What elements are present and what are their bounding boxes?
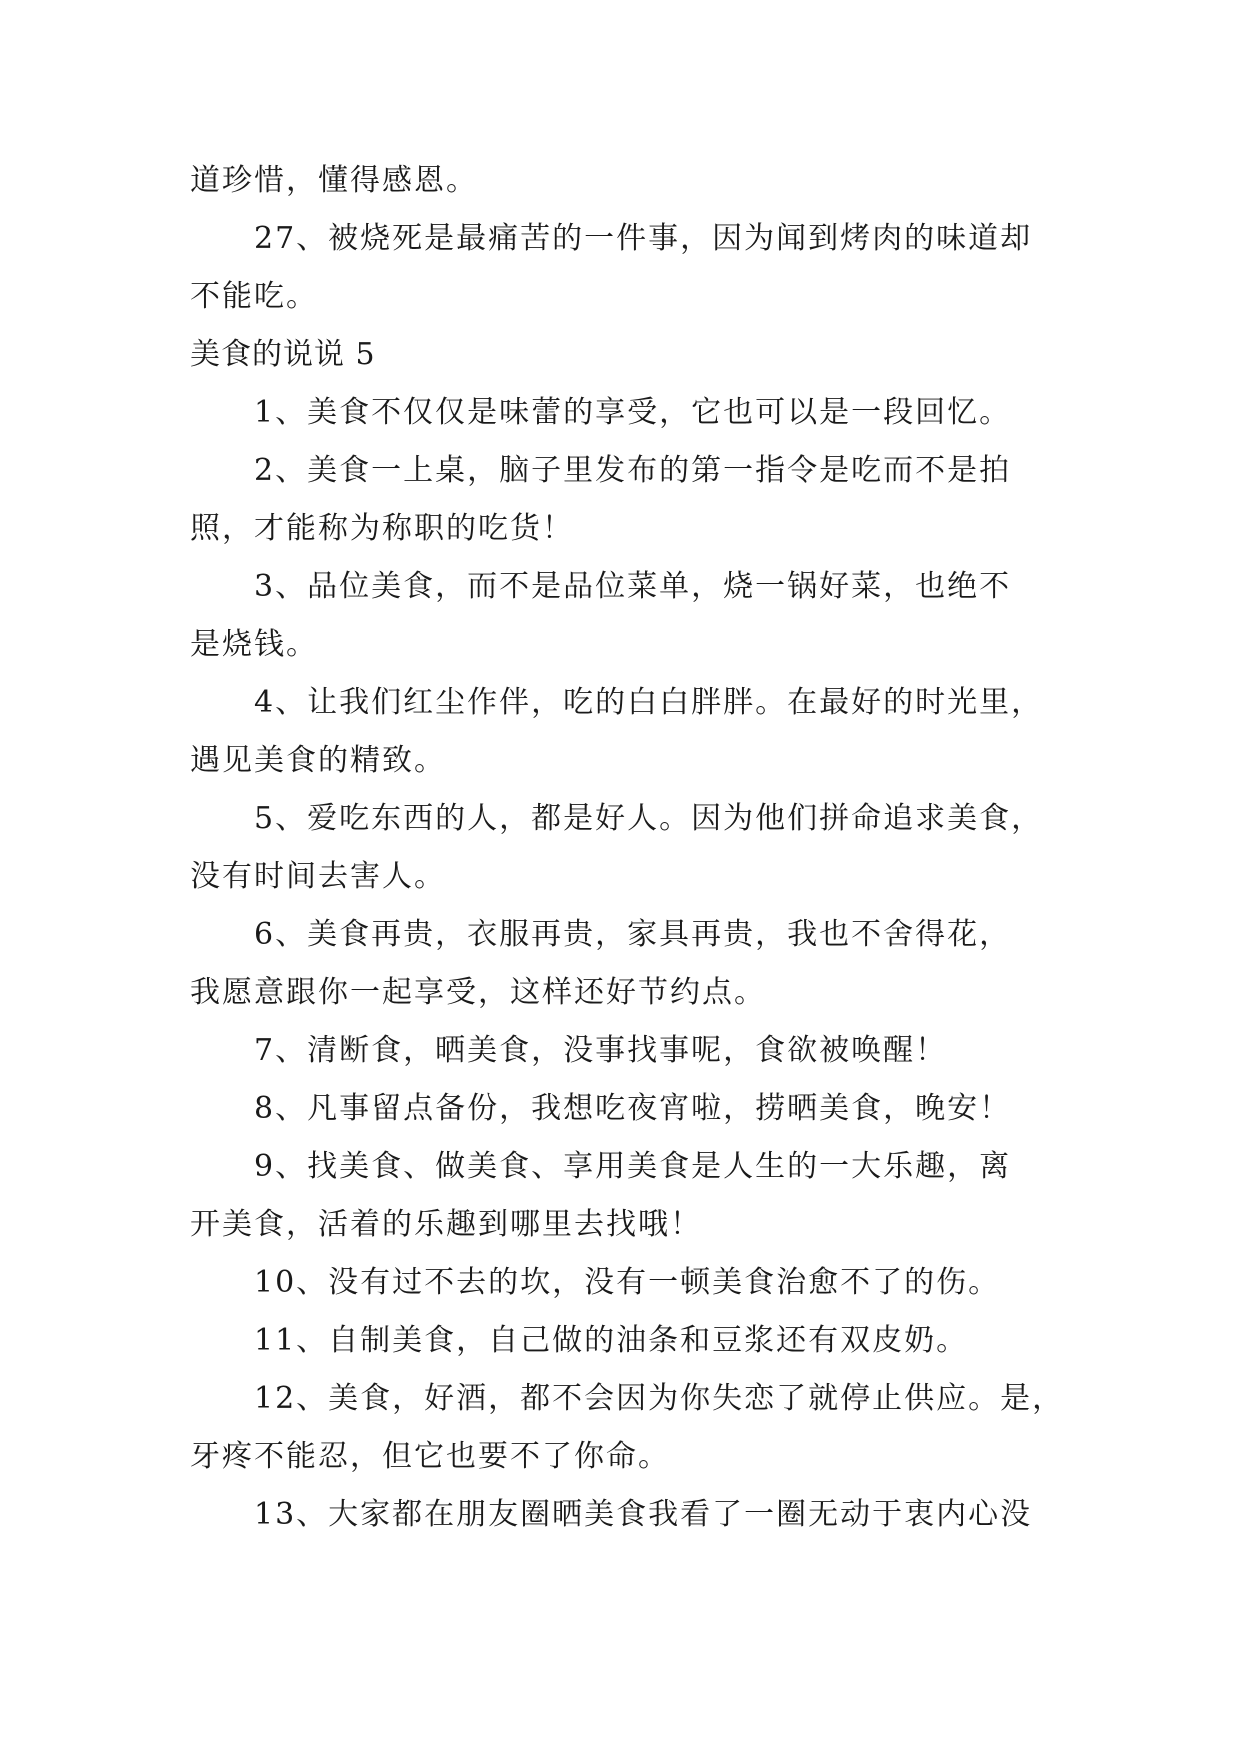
text-line: 遇见美食的精致。 <box>190 743 446 778</box>
section-heading: 美食的说说 5 <box>190 337 376 372</box>
text-line: 照，才能称为称职的吃货！ <box>190 511 574 546</box>
text-line: 不能吃。 <box>190 279 318 314</box>
text-line: 6、美食再贵，衣服再贵，家具再贵，我也不舍得花， <box>254 917 1012 952</box>
text-line: 我愿意跟你一起享受，这样还好节约点。 <box>190 975 766 1010</box>
text-line: 2、美食一上桌，脑子里发布的第一指令是吃而不是拍 <box>254 453 1012 488</box>
text-line: 开美食，活着的乐趣到哪里去找哦！ <box>190 1207 702 1242</box>
text-line: 9、找美食、做美食、享用美食是人生的一大乐趣，离 <box>254 1149 1012 1184</box>
text-line: 4、让我们红尘作伴，吃的白白胖胖。在最好的时光里， <box>254 685 1044 720</box>
text-line: 5、爱吃东西的人，都是好人。因为他们拼命追求美食， <box>254 801 1044 836</box>
text-line: 10、没有过不去的坎，没有一顿美食治愈不了的伤。 <box>254 1265 1001 1300</box>
text-line: 是烧钱。 <box>190 627 318 662</box>
text-line: 3、品位美食，而不是品位菜单，烧一锅好菜，也绝不 <box>254 569 1012 604</box>
text-line: 1、美食不仅仅是味蕾的享受，它也可以是一段回忆。 <box>254 395 1012 430</box>
text-line: 27、被烧死是最痛苦的一件事，因为闻到烤肉的味道却 <box>254 221 1033 256</box>
text-line: 道珍惜，懂得感恩。 <box>190 163 478 198</box>
text-line: 没有时间去害人。 <box>190 859 446 894</box>
text-line: 7、清断食，晒美食，没事找事呢，食欲被唤醒！ <box>254 1033 948 1068</box>
text-line: 11、自制美食，自己做的油条和豆浆还有双皮奶。 <box>254 1323 969 1358</box>
text-line: 12、美食，好酒，都不会因为你失恋了就停止供应。是， <box>254 1381 1065 1416</box>
text-line: 8、凡事留点备份，我想吃夜宵啦，捞晒美食，晚安！ <box>254 1091 1012 1126</box>
text-line: 牙疼不能忍，但它也要不了你命。 <box>190 1439 670 1474</box>
document-body <box>190 152 1070 1544</box>
text-line: 13、大家都在朋友圈晒美食我看了一圈无动于衷内心没 <box>254 1497 1033 1532</box>
